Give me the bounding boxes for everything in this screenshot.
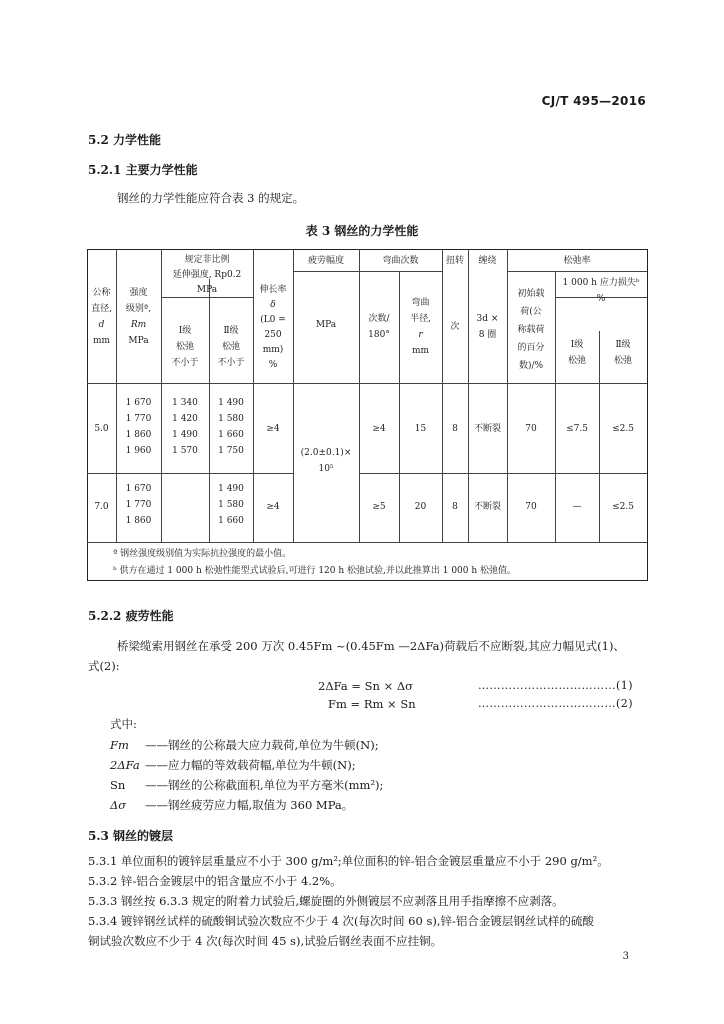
r1-initial-load: 70: [525, 424, 537, 434]
table-hline: [87, 473, 293, 474]
table-hline: [293, 271, 442, 272]
th-fatigue: 疲劳幅度: [307, 256, 344, 266]
section-5-2-1-title: 5.2.1 主要力学性能: [88, 163, 198, 177]
def-text: ——应力幅的等效载荷幅,单位为牛顿(N);: [145, 758, 356, 772]
r1-radius: 15: [414, 424, 427, 434]
table-hline: [87, 542, 647, 543]
table-vline: [293, 249, 294, 542]
section-5-3-title: 5.3 钢丝的镀层: [88, 829, 174, 843]
th-elongation: 伸长率 δ (L0 = 250 mm) %: [259, 285, 287, 370]
r1-grades: 1 670 1 770 1 860 1 960: [125, 398, 152, 456]
r1-proof-class1: 1 340 1 420 1 490 1 570: [172, 398, 198, 456]
clause-5-3-2: 5.3.2 锌-铝合金镀层中的铝含量应不小于 4.2%。: [88, 874, 342, 888]
r2-initial-load: 70: [525, 502, 537, 512]
th-torsion-unit: 次: [450, 322, 460, 332]
def-symbol: Fm: [110, 738, 129, 752]
def-symbol: Δσ: [110, 798, 127, 812]
def-text: ——钢丝疲劳应力幅,取值为 360 MPa。: [145, 798, 354, 812]
table-hline: [359, 473, 647, 474]
page-number: 3: [622, 951, 629, 962]
r1-winding: 不断裂: [473, 424, 501, 434]
r2-radius: 20: [414, 502, 427, 512]
th-relaxation: 松弛率: [563, 256, 591, 266]
table-note-a: ª 钢丝强度级别值为实际抗拉强度的最小值。: [113, 549, 292, 559]
standard-code: CJ/T 495—2016: [541, 94, 646, 108]
r1-proof-class2: 1 490 1 580 1 660 1 750: [218, 398, 244, 456]
clause-5-3-4: 5.3.4 镀锌钢丝试样的硫酸铜试验次数应不少于 4 次(每次时间 60 s),锌-铝合金镀层钢丝试样的硫酸: [88, 914, 594, 928]
th-bending-radius: 弯曲 半径, r mm: [410, 298, 431, 356]
table-caption: 表 3 钢丝的力学性能: [305, 224, 419, 238]
r1-loss-class2: ≤2.5: [612, 424, 634, 434]
where-label: 式中:: [110, 717, 137, 731]
th-proof-class1: Ⅰ级 松弛 不小于: [171, 326, 199, 368]
r2-diameter: 7.0: [94, 502, 109, 512]
r2-torsion: 8: [452, 502, 458, 512]
th-torsion: 扭转: [445, 256, 464, 266]
th-proof-class2: Ⅱ级 松弛 不小于: [217, 326, 245, 368]
equation-1: 2ΔFa = Sn × Δσ: [318, 679, 414, 693]
th-bending: 弯曲次数: [382, 256, 419, 266]
th-winding: 缠绕: [478, 256, 497, 266]
r2-bending: ≥5: [372, 502, 386, 512]
r1-loss-class1: ≤7.5: [566, 424, 588, 434]
th-initial-load: 初始载 荷(公 称载荷 的百分 数)/%: [517, 289, 545, 371]
th-relax-class2: Ⅱ级 松弛: [613, 340, 632, 366]
mechanical-properties-table: [87, 249, 648, 581]
def-text: ——钢丝的公称截面积,单位为平方毫米(mm²);: [145, 778, 384, 792]
table-note-b: ᵇ 供方在通过 1 000 h 松弛性能型式试验后,可进行 120 h 松弛试验,并以此推算出 1 000 h 松弛值。: [113, 566, 517, 576]
th-stress-loss: 1 000 h 应力损失ᵇ %: [562, 278, 640, 304]
clause-5-3-4-cont: 铜试验次数应不少于 4 次(每次时间 45 s),试验后钢丝表面不应挂铜。: [88, 934, 443, 948]
table-hline: [87, 383, 647, 384]
r1-torsion: 8: [452, 424, 458, 434]
r1-diameter: 5.0: [94, 424, 109, 434]
section-5-2-2-para-cont: 式(2):: [88, 659, 120, 673]
clause-5-3-3: 5.3.3 钢丝按 6.3.3 规定的附着力试验后,螺旋圈的外侧镀层不应剥落且用手指摩擦不应剥落。: [88, 894, 564, 908]
section-5-2-2-para: 桥梁缆索用钢丝在承受 200 万次 0.45Fm ~(0.45Fm —2ΔFa)荷载后不应断裂,其应力幅见式(1)、: [117, 639, 625, 653]
th-diameter: 公称 直径, d mm: [91, 288, 112, 346]
section-5-2-title: 5.2 力学性能: [88, 133, 162, 147]
th-proof-strength: 规定非比例 延伸强度, Rp0.2 MPa: [172, 255, 242, 295]
table-hline: [507, 271, 647, 272]
r2-loss-class2: ≤2.5: [612, 502, 634, 512]
section-5-2-1-text: 钢丝的力学性能应符合表 3 的规定。: [117, 191, 305, 205]
r2-grades: 1 670 1 770 1 860: [125, 484, 152, 526]
def-text: ——钢丝的公称最大应力载荷,单位为牛顿(N);: [145, 738, 379, 752]
equation-2-number: ………………………………(2): [478, 697, 634, 710]
r1-bending: ≥4: [372, 424, 386, 434]
r2-winding: 不断裂: [473, 502, 501, 512]
th-winding-spec: 3d × 8 圈: [476, 314, 499, 340]
equation-2: Fm = Rm × Sn: [328, 697, 416, 711]
section-5-2-2-title: 5.2.2 疲劳性能: [88, 609, 174, 623]
th-fatigue-unit: MPa: [315, 320, 337, 330]
th-bending-count: 次数/ 180°: [368, 314, 390, 340]
r2-loss-class1: —: [572, 502, 582, 512]
r2-proof-class2: 1 490 1 580 1 660: [218, 484, 244, 526]
def-symbol: Sn: [110, 778, 126, 792]
th-relax-class1: Ⅰ级 松弛: [567, 340, 586, 366]
clause-5-3-1: 5.3.1 单位面积的镀锌层重量应不小于 300 g/m²;单位面积的锌-铝合金镀层重量应不小于 290 g/m²。: [88, 854, 609, 868]
equation-1-number: ………………………………(1): [478, 679, 634, 692]
fatigue-value: (2.0±0.1)× 10⁵: [300, 448, 352, 474]
th-strength-grade: 强度 级别ª, Rm MPa: [125, 288, 152, 346]
def-symbol: 2ΔFa: [110, 758, 140, 772]
r2-elongation: ≥4: [266, 502, 280, 512]
r1-elongation: ≥4: [266, 424, 280, 434]
